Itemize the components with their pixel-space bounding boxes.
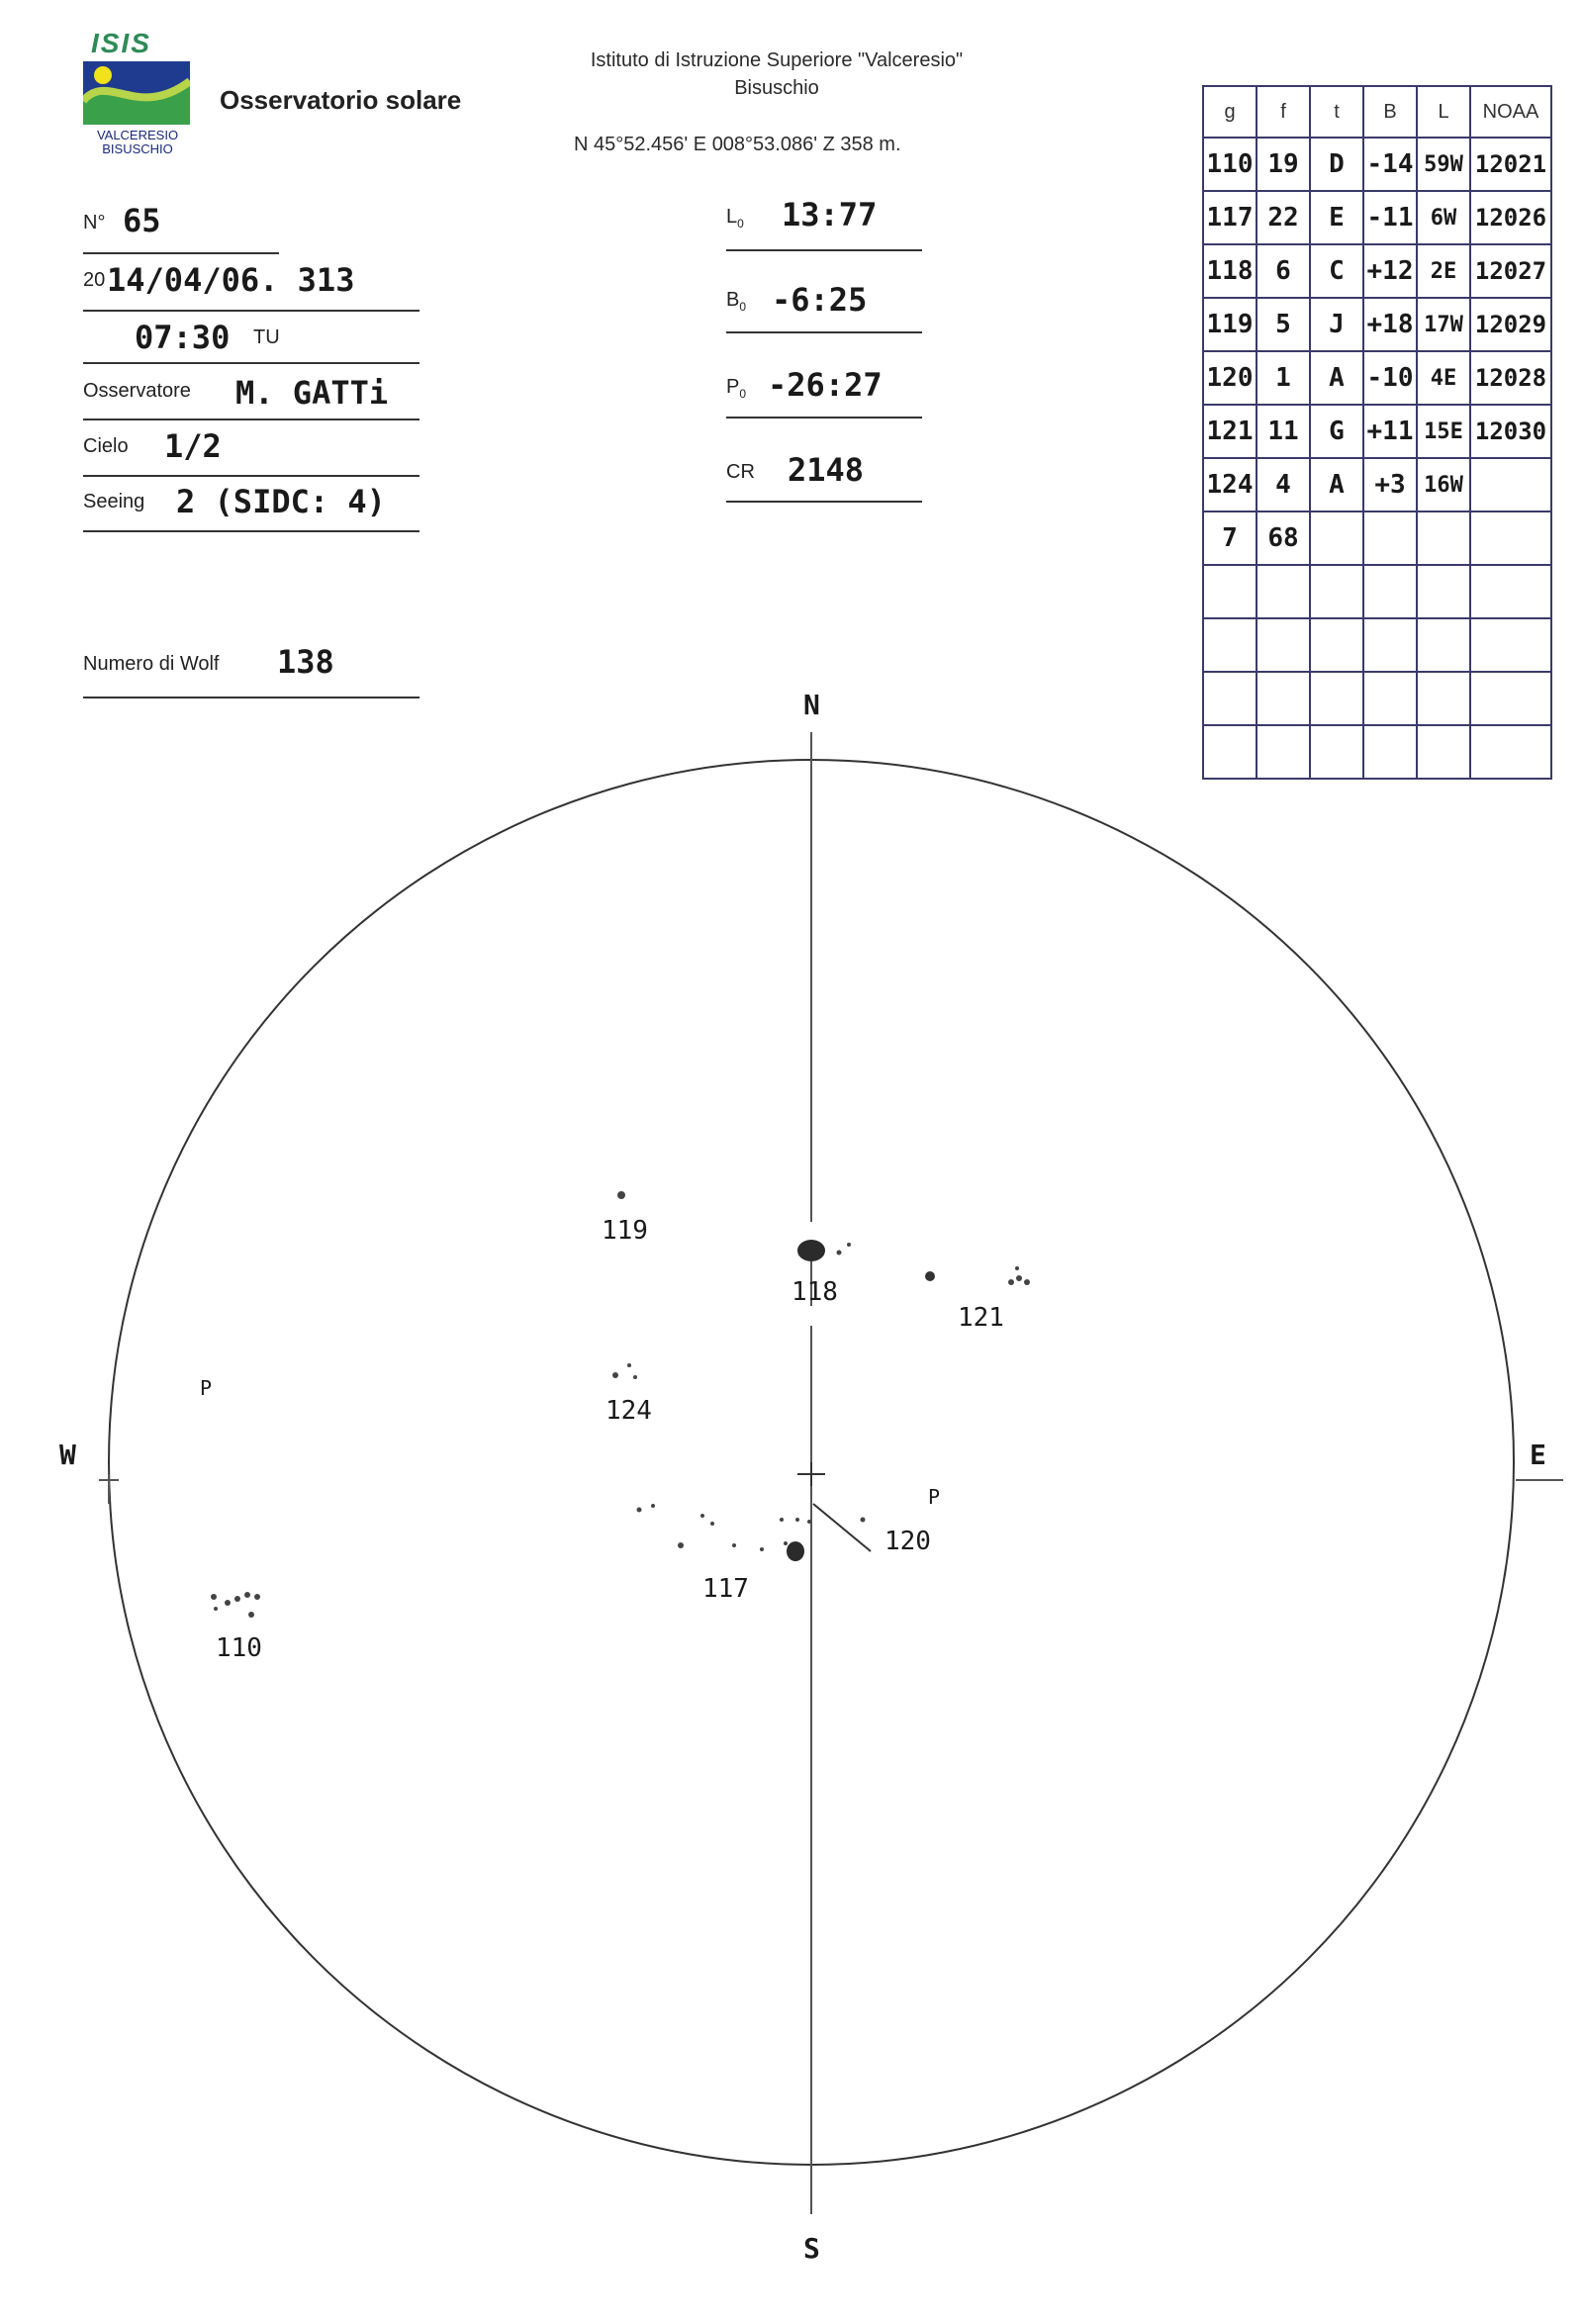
spot-110-b: [225, 1600, 231, 1606]
observer-label: Osservatore: [83, 380, 191, 402]
spot-121-c: [1016, 1275, 1022, 1281]
wolf-value: 138: [277, 643, 334, 681]
header-noaa: NOAA: [1470, 86, 1551, 138]
group-label-120: 120: [885, 1527, 931, 1556]
table-cell: 17W: [1417, 298, 1470, 351]
table-cell: 12026: [1470, 191, 1551, 244]
table-cell: 19: [1257, 138, 1310, 191]
spot-124-c: [633, 1375, 637, 1379]
wolf-label: Numero di Wolf: [83, 653, 220, 675]
table-cell: 1: [1257, 351, 1310, 405]
l0-value: 13:77: [782, 196, 878, 233]
spot-110-f: [248, 1612, 254, 1618]
spot-124-b: [627, 1363, 631, 1367]
date-value: 14/04/06. 313: [107, 261, 355, 299]
spot-118-c: [847, 1243, 851, 1247]
table-cell: 4: [1257, 458, 1310, 511]
spot-121-a: [925, 1271, 935, 1281]
north-label: N: [803, 689, 820, 721]
number-label: N°: [83, 212, 106, 233]
header-f: f: [1257, 86, 1310, 138]
table-cell: J: [1310, 298, 1363, 351]
table-cell: G: [1310, 405, 1363, 458]
l0-label: $L_0$: [726, 206, 744, 231]
logo-brand: ISIS: [91, 28, 151, 58]
observer-value: M. GATTi: [235, 374, 389, 412]
table-cell: E: [1310, 191, 1363, 244]
spot-110-e: [254, 1594, 260, 1600]
spot-121-e: [1015, 1266, 1019, 1270]
sky-label: Cielo: [83, 435, 129, 457]
table-cell: 4E: [1417, 351, 1470, 405]
table-cell: A: [1310, 458, 1363, 511]
south-label: S: [803, 2232, 820, 2265]
table-cell: 11: [1257, 405, 1310, 458]
table-cell: A: [1310, 351, 1363, 405]
spot-117-e: [710, 1522, 714, 1526]
table-cell: 12027: [1470, 244, 1551, 298]
spot-110-g: [214, 1607, 218, 1611]
table-cell: 68: [1257, 511, 1310, 565]
table-cell: 120: [1203, 351, 1257, 405]
pointer-120: [813, 1504, 871, 1551]
spot-117-a: [637, 1508, 642, 1513]
table-cell: 6W: [1417, 191, 1470, 244]
header-g: g: [1203, 86, 1257, 138]
spot-120: [861, 1518, 866, 1523]
west-label: W: [59, 1439, 76, 1471]
table-cell: 118: [1203, 244, 1257, 298]
table-cell: 22: [1257, 191, 1310, 244]
table-cell: 59W: [1417, 138, 1470, 191]
group-label-118: 118: [792, 1277, 838, 1307]
table-cell: 16W: [1417, 458, 1470, 511]
group-label-124: 124: [605, 1396, 652, 1426]
cr-value: 2148: [788, 451, 865, 489]
spot-118-b: [837, 1251, 842, 1255]
group-label-117: 117: [702, 1574, 749, 1604]
table-cell: -11: [1363, 191, 1417, 244]
date-prefix: 20: [83, 269, 106, 291]
table-cell: 7: [1203, 511, 1257, 565]
table-cell: 12028: [1470, 351, 1551, 405]
spot-119: [617, 1191, 625, 1199]
table-cell: 110: [1203, 138, 1257, 191]
p0-value: -26:27: [768, 366, 883, 404]
table-cell: 12021: [1470, 138, 1551, 191]
table-cell: C: [1310, 244, 1363, 298]
group-label-121: 121: [958, 1303, 1004, 1333]
p-mark-east: P: [928, 1485, 941, 1509]
header-b: B: [1363, 86, 1417, 138]
table-cell: -10: [1363, 351, 1417, 405]
p0-label: $P_0$: [726, 376, 747, 401]
spot-117-g: [760, 1547, 764, 1551]
sky-value: 1/2: [164, 427, 222, 465]
spot-110-a: [211, 1594, 217, 1600]
site-coordinates: N 45°52.456' E 008°53.086' Z 358 m.: [574, 134, 901, 155]
table-cell: +11: [1363, 405, 1417, 458]
table-cell: +18: [1363, 298, 1417, 351]
spot-117-c: [678, 1542, 684, 1548]
seeing-value: 2 (SIDC: 4): [176, 483, 386, 520]
observatory-title: Osservatorio solare: [220, 85, 462, 115]
table-cell: 119: [1203, 298, 1257, 351]
spot-110-c: [234, 1596, 240, 1602]
spot-117-k: [784, 1541, 788, 1545]
table-cell: 12029: [1470, 298, 1551, 351]
spot-117-main: [787, 1541, 804, 1561]
table-cell: 2E: [1417, 244, 1470, 298]
spot-118: [797, 1240, 825, 1261]
table-cell: 12030: [1470, 405, 1551, 458]
table-cell: 121: [1203, 405, 1257, 458]
b0-label: $B_0$: [726, 289, 747, 314]
spot-121-d: [1024, 1279, 1030, 1285]
header-l: L: [1417, 86, 1470, 138]
table-cell: 6: [1257, 244, 1310, 298]
time-value: 07:30: [135, 319, 231, 356]
spot-117-h: [780, 1518, 784, 1522]
spot-117-d: [700, 1514, 704, 1518]
institute-name: Istituto di Istruzione Superiore "Valceresio" Bisuschio: [590, 49, 964, 99]
table-cell: 15E: [1417, 405, 1470, 458]
table-cell: 124: [1203, 458, 1257, 511]
table-cell: +12: [1363, 244, 1417, 298]
number-value: 65: [123, 202, 161, 239]
logo-subtitle: VALCERESIO BISUSCHIO: [96, 128, 179, 156]
spot-117-b: [651, 1504, 655, 1508]
spot-117-i: [795, 1518, 799, 1522]
time-suffix: TU: [253, 326, 280, 348]
table-cell: 117: [1203, 191, 1257, 244]
table-cell: D: [1310, 138, 1363, 191]
header-t: t: [1310, 86, 1363, 138]
b0-value: -6:25: [772, 281, 868, 319]
spot-117-f: [732, 1543, 736, 1547]
cr-label: CR: [726, 461, 755, 483]
group-label-110: 110: [216, 1633, 262, 1663]
spot-124-a: [612, 1372, 618, 1378]
p-mark-west: P: [200, 1376, 213, 1400]
spot-117-j: [807, 1520, 811, 1524]
group-label-119: 119: [602, 1216, 648, 1246]
seeing-label: Seeing: [83, 491, 145, 512]
table-cell: +3: [1363, 458, 1417, 511]
east-label: E: [1530, 1439, 1546, 1471]
spot-110-d: [244, 1592, 250, 1598]
spot-121-b: [1008, 1279, 1014, 1285]
table-cell: 5: [1257, 298, 1310, 351]
table-cell: -14: [1363, 138, 1417, 191]
